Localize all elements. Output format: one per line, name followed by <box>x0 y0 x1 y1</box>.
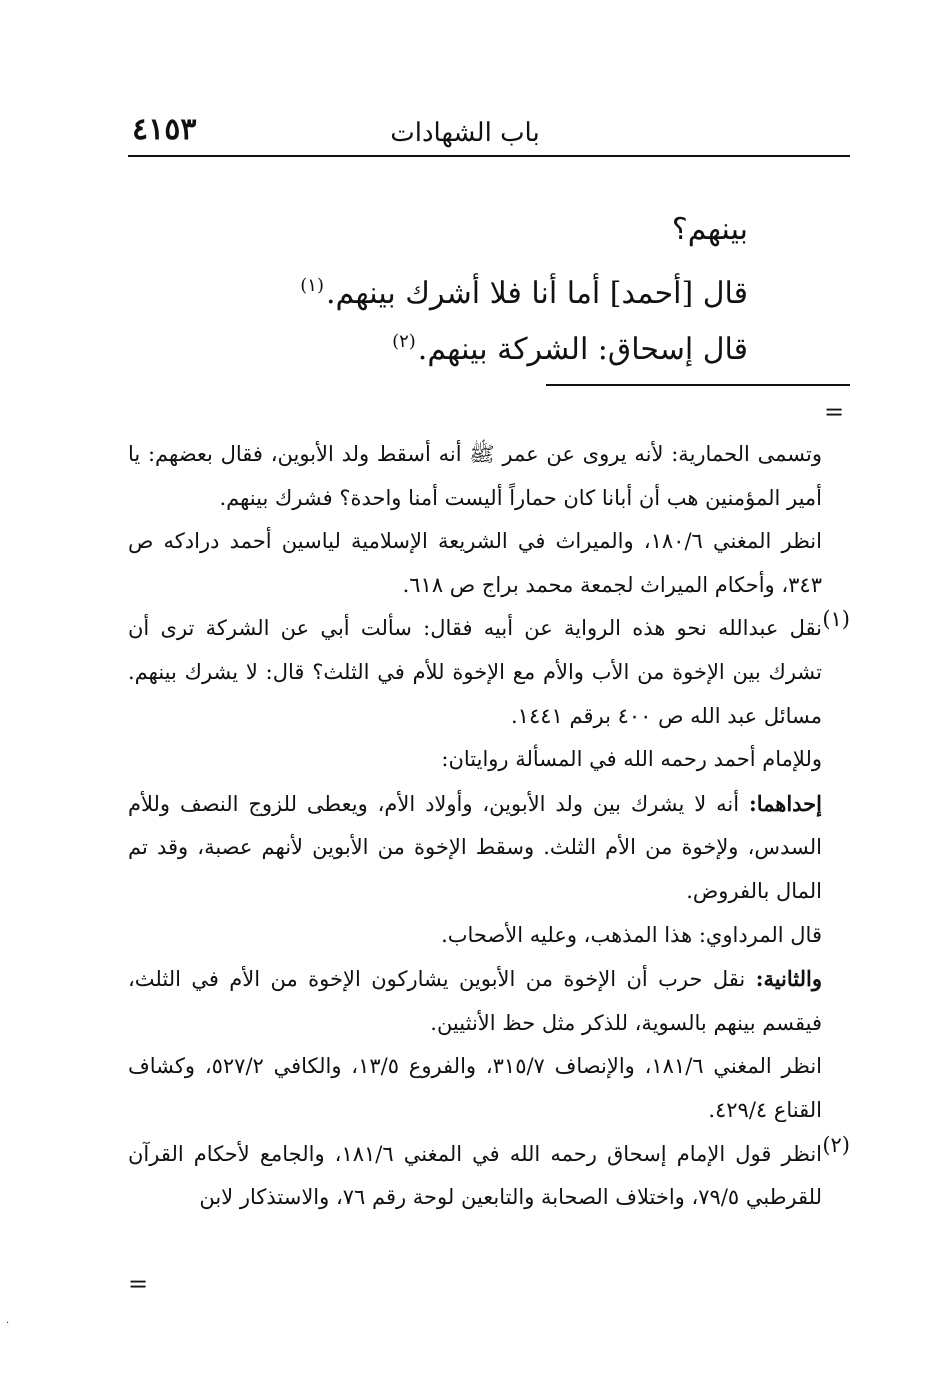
footnote-divider <box>546 384 850 386</box>
footnote-paragraph: انظر المغني ١٨١/٦، والإنصاف ٣١٥/٧، والفروع ١٣/٥، والكافي ٥٢٧/٢، وكشاف القناع ٤٢٩/٤. <box>128 1054 822 1122</box>
main-line-text: بينهم؟ <box>671 212 748 247</box>
bold-label: إحداهما: <box>748 790 822 816</box>
paragraph-text: نقل حرب أن الإخوة من الأبوين يشاركون الإخوة من الأم في الثلث، فيقسم بينهم بالسوية، للذكر مثل حظ الأنثيين. <box>128 967 822 1035</box>
main-text <box>300 202 748 370</box>
main-line <box>300 258 748 314</box>
footnote-paragraph: وتسمى الحمارية: لأنه يروى عن عمر ﷺ أنه أسقط ولد الأبوين، فقال بعضهم: يا أمير المؤمنين هب أن أبانا كان حماراً أليست أمنا واحدة؟ فشرك بينهم. <box>128 442 822 510</box>
bold-label: والثانية: <box>755 966 822 992</box>
footnote-ref: (١) <box>300 275 324 296</box>
continues-mark: = <box>128 1270 149 1298</box>
footnote-paragraph: وللإمام أحمد رحمه الله في المسألة روايتان: <box>441 747 822 772</box>
footnote-paragraph: نقل عبدالله نحو هذه الرواية عن أبيه فقال: سألت أبي عن الشركة ترى أن تشرك بين الإخوة من الأب والأم مع الإخوة للأم في الثلث؟ قال: لا يشرك بينهم. مسائل عبد الله ص ٤٠٠ برقم ١٤٤١. <box>128 616 822 728</box>
footnote-paragraph <box>128 957 850 1045</box>
footnote-number: (١) <box>822 607 850 632</box>
continuation-mark: = <box>824 398 845 426</box>
main-line-text: قال [أحمد] أما أنا فلا أشرك بينهم. <box>325 276 748 311</box>
footnote-1 <box>128 607 850 738</box>
footnote-2 <box>128 1133 850 1220</box>
footnote-paragraph: قال المرداوي: هذا المذهب، وعليه الأصحاب. <box>441 922 822 947</box>
footnote-ref: (٢) <box>392 331 416 352</box>
footnote-paragraph: انظر المغني ١٨٠/٦، والميراث في الشريعة الإسلامية لياسين أحمد درادكه ص ٣٤٣، وأحكام الميراث لجمعة محمد براج ص ٦١٨. <box>128 529 822 597</box>
footnote-paragraph: انظر قول الإمام إسحاق رحمه الله في المغني ١٨١/٦، والجامع لأحكام القرآن للقرطبي ٧٩/٥، واختلاف الصحابة والتابعين لوحة رقم ٧٦، والاستذكار لابن <box>128 1141 822 1210</box>
page-number: ٤١٥٣ <box>132 112 197 147</box>
speck: · <box>6 1318 10 1329</box>
main-line <box>300 202 748 258</box>
footnotes <box>128 433 850 1220</box>
footnote-number: (٢) <box>822 1132 850 1157</box>
chapter-title: باب الشهادات <box>390 118 540 148</box>
main-line <box>300 314 748 370</box>
paragraph-text: أنه لا يشرك بين ولد الأبوين، وأولاد الأم، ويعطى للزوج النصف وللأم السدس، ولإخوة من الأم الثلث. وسقط الإخوة من الأبوين لأنهم عصبة، وقد تم المال بالفروض. <box>128 791 822 903</box>
header-divider <box>128 155 850 157</box>
footnote-paragraph <box>128 782 850 914</box>
main-line-text: قال إسحاق: الشركة بينهم. <box>417 332 748 367</box>
